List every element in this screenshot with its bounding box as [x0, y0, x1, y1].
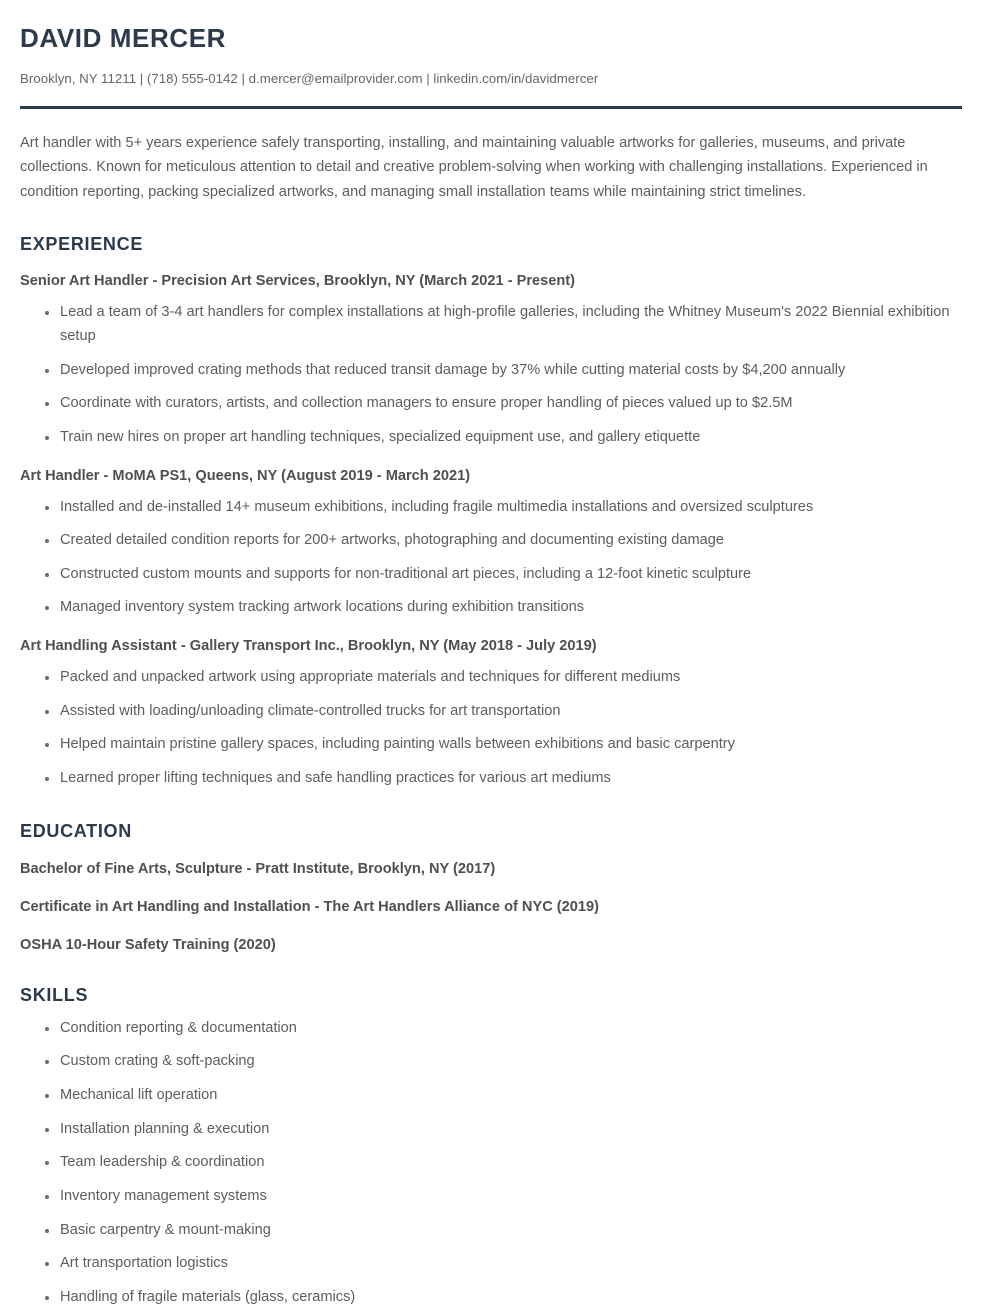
- job-title: Art Handler - MoMA PS1, Queens, NY (August 2019 - March 2021): [20, 467, 471, 484]
- skills-list: [20, 1017, 962, 1310]
- list-item: Installation planning & execution: [20, 1118, 962, 1142]
- list-item: Inventory management systems: [20, 1185, 962, 1209]
- list-item: Created detailed condition reports for 200+ artworks, photographing and documenting existing damage: [20, 529, 962, 553]
- education-entry: Certificate in Art Handling and Installation - The Art Handlers Alliance of NYC (2019): [20, 899, 599, 916]
- header-divider: [20, 106, 962, 109]
- list-item: Team leadership & coordination: [20, 1151, 962, 1175]
- section-heading-experience: EXPERIENCE: [20, 233, 144, 254]
- contact-line: Brooklyn, NY 11211 | (718) 555-0142 | d.mercer@emailprovider.com | linkedin.com/in/davidmercer: [20, 70, 599, 86]
- list-item: Custom crating & soft-packing: [20, 1050, 962, 1074]
- list-item: Assisted with loading/unloading climate-controlled trucks for art transportation: [20, 700, 962, 724]
- list-item: Constructed custom mounts and supports for non-traditional art pieces, including a 12-foot kinetic sculpture: [20, 563, 962, 587]
- professional-summary: Art handler with 5+ years experience safely transporting, installing, and maintaining valuable artworks for galleries, museums, and private collections. Known for meticulous attention to detail and creative problem-solving when working with challenging installations. Experienced in condition reporting, packing specialized artworks, and managing small installation teams while maintaining strict timelines.: [20, 135, 928, 200]
- list-item: Art transportation logistics: [20, 1252, 962, 1276]
- experience-entry: [20, 272, 962, 449]
- list-item: Lead a team of 3-4 art handlers for complex installations at high-profile galleries, including the Whitney Museum's 2022 Biennial exhibition setup: [20, 301, 962, 348]
- job-responsibilities: [20, 496, 962, 621]
- list-item: Developed improved crating methods that reduced transit damage by 37% while cutting material costs by $4,200 annually: [20, 359, 962, 383]
- section-heading-skills: SKILLS: [20, 985, 89, 1006]
- list-item: Installed and de-installed 14+ museum exhibitions, including fragile multimedia installations and oversized sculptures: [20, 496, 962, 520]
- job-title: Art Handling Assistant - Gallery Transport Inc., Brooklyn, NY (May 2018 - July 2019): [20, 638, 597, 655]
- list-item: Handling of fragile materials (glass, ceramics): [20, 1286, 962, 1310]
- list-item: Train new hires on proper art handling techniques, specialized equipment use, and gallery etiquette: [20, 426, 962, 450]
- candidate-name: DAVID MERCER: [20, 23, 227, 53]
- list-item: Learned proper lifting techniques and safe handling practices for various art mediums: [20, 767, 962, 791]
- education-list: [20, 860, 962, 955]
- job-responsibilities: [20, 301, 962, 449]
- section-heading-education: EDUCATION: [20, 820, 132, 841]
- list-item: Helped maintain pristine gallery spaces, including painting walls between exhibitions and basic carpentry: [20, 733, 962, 757]
- education-entry: OSHA 10-Hour Safety Training (2020): [20, 937, 276, 954]
- list-item: Condition reporting & documentation: [20, 1017, 962, 1041]
- experience-entry: [20, 467, 962, 621]
- list-item: Mechanical lift operation: [20, 1084, 962, 1108]
- education-entry: Bachelor of Fine Arts, Sculpture - Pratt Institute, Brooklyn, NY (2017): [20, 861, 496, 878]
- list-item: Coordinate with curators, artists, and collection managers to ensure proper handling of pieces valued up to $2.5M: [20, 392, 962, 416]
- job-title: Senior Art Handler - Precision Art Services, Brooklyn, NY (March 2021 - Present): [20, 273, 576, 290]
- job-responsibilities: [20, 666, 962, 791]
- list-item: Basic carpentry & mount-making: [20, 1219, 962, 1243]
- list-item: Managed inventory system tracking artwork locations during exhibition transitions: [20, 596, 962, 620]
- experience-entry: [20, 637, 962, 791]
- list-item: Packed and unpacked artwork using appropriate materials and techniques for different mediums: [20, 666, 962, 690]
